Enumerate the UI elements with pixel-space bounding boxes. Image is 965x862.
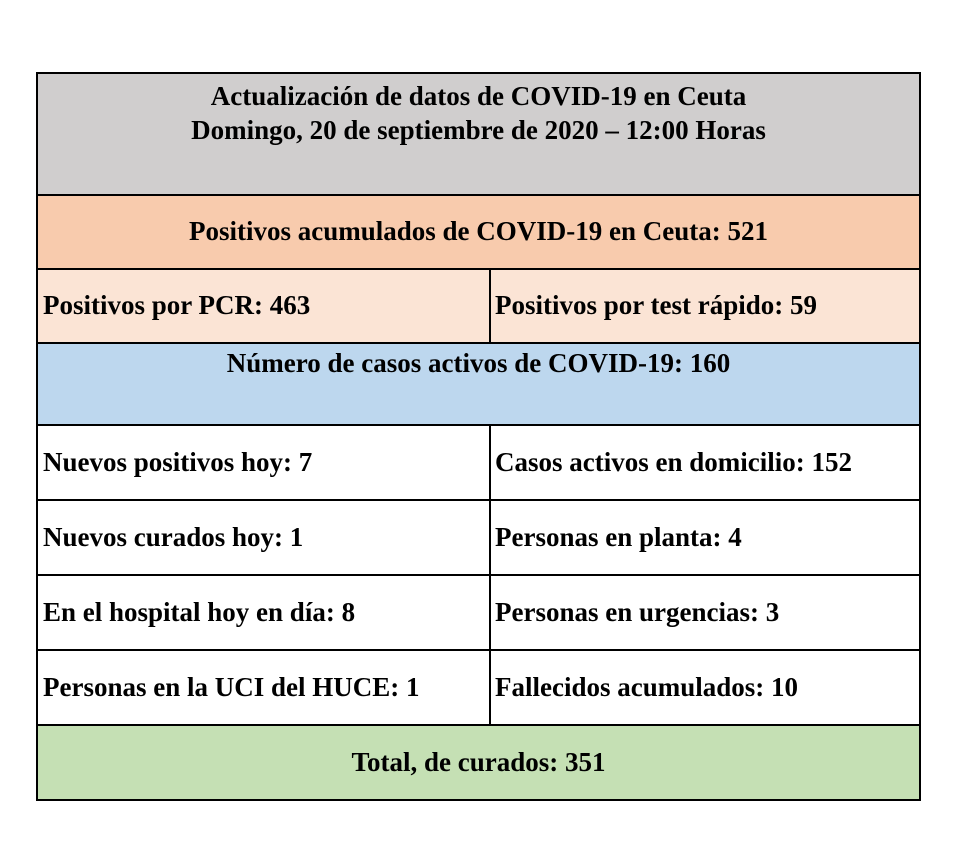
icu-patients: Personas en la UCI del HUCE: 1: [38, 651, 491, 724]
report-title: Actualización de datos de COVID-19 en Ceuta: [210, 81, 747, 111]
active-cases-row: [38, 342, 919, 424]
rapid-test-positives: Positivos por test rápido: 59: [495, 290, 817, 321]
total-recovered: Total, de curados: 351: [351, 746, 606, 777]
accumulated-positives: Positivos acumulados de COVID-19 en Ceuta: 521: [188, 216, 768, 247]
accumulated-deaths: Fallecidos acumulados: 10: [495, 671, 799, 702]
accumulated-positives-row: [38, 194, 919, 268]
positives-split-row: [38, 268, 919, 342]
new-recovered-today: Nuevos curados hoy: 1: [38, 501, 491, 574]
report-date: Domingo, 20 de septiembre de 2020 – 12:00 Horas: [191, 114, 766, 145]
detail-row: [38, 424, 919, 499]
ward-patients: Personas en planta: 4: [495, 521, 742, 552]
active-at-home: Casos activos en domicilio: 152: [495, 446, 852, 477]
active-cases: Número de casos activos de COVID-19: 160: [226, 348, 731, 378]
pcr-positives: Positivos por PCR: 463: [38, 270, 491, 342]
detail-row: [38, 499, 919, 574]
total-recovered-row: [38, 724, 919, 799]
report-header: [38, 74, 919, 194]
detail-row: [38, 574, 919, 649]
emergency-patients: Personas en urgencias: 3: [495, 596, 780, 627]
hospital-today: En el hospital hoy en día: 8: [38, 576, 491, 649]
detail-row: [38, 649, 919, 724]
covid-report-table: [36, 72, 921, 801]
new-positives-today: Nuevos positivos hoy: 7: [38, 426, 491, 499]
report-header-row: [38, 74, 919, 194]
